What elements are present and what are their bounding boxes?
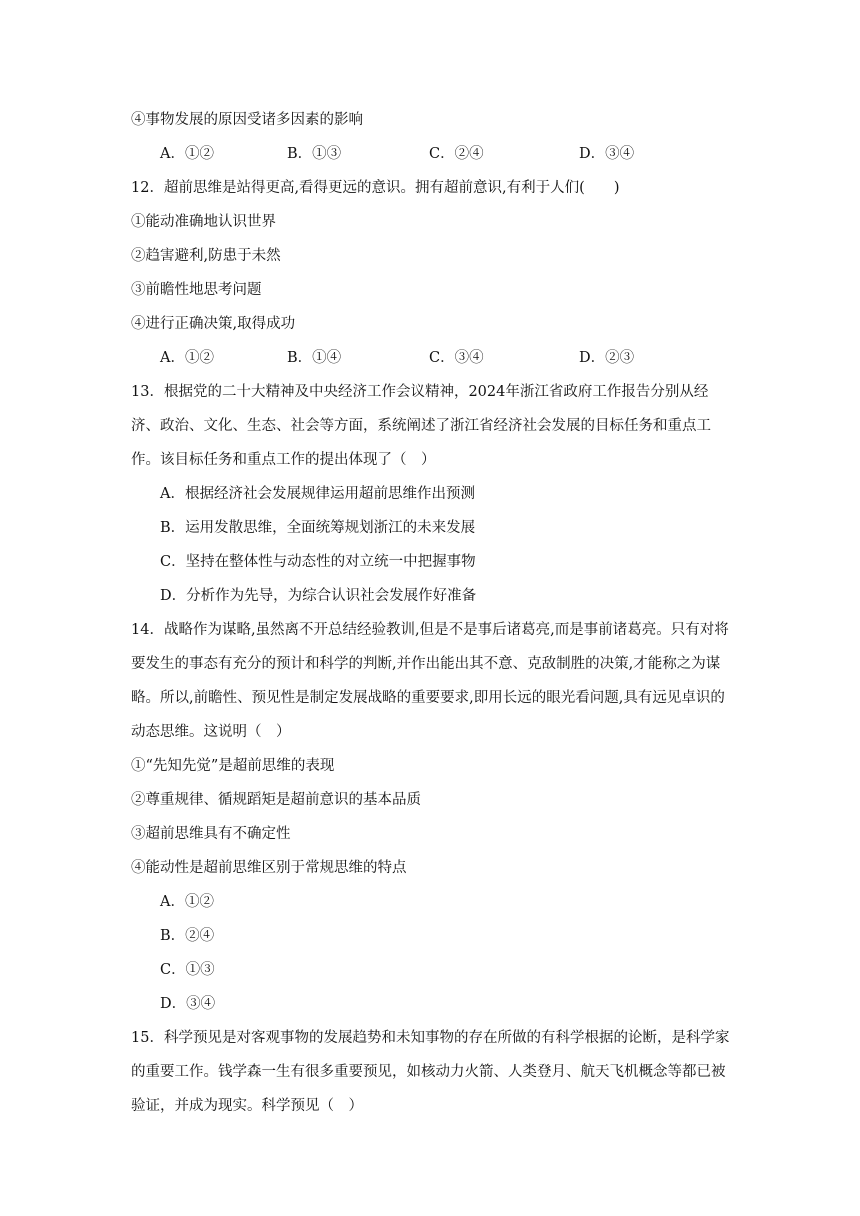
q12-options	[160, 348, 720, 368]
q14-item-2: ②尊重规律、循规蹈矩是超前意识的基本品质	[131, 792, 421, 808]
q12-option-a: A．①②	[160, 350, 214, 366]
q12-option-b: B．①④	[287, 350, 342, 366]
q12-option-d: D．②③	[579, 350, 635, 366]
q12-item-4: ④进行正确决策,取得成功	[131, 316, 296, 332]
q11-option-b: B．①③	[287, 146, 342, 162]
q11-option-d: D．③④	[579, 146, 635, 162]
q14-stem: 14．战略作为谋略,虽然离不开总结经验教训,但是不是事后诸葛亮,而是事前诸葛亮。只有对将要发生的事态有充分的预计和科学的判断,并作出能出其不意、克敌制胜的决策,才能称之为谋略。所以,前瞻性、预见性是制定发展战略的重要要求,即用长远的眼光看问题,具有远见卓识的动态思维。这说明（ ）	[131, 622, 729, 740]
q14-item-1: ①“先知先觉”是超前思维的表现	[131, 758, 335, 774]
q14-item-4: ④能动性是超前思维区别于常规思维的特点	[131, 860, 407, 876]
q11-options	[160, 144, 720, 164]
q13-option-a: A．根据经济社会发展规律运用超前思维作出预测	[160, 486, 475, 502]
q13-stem: 13．根据党的二十大精神及中央经济工作会议精神，2024年浙江省政府工作报告分别从经济、政治、文化、生态、社会等方面，系统阐述了浙江省经济社会发展的目标任务和重点工作。该目标任务和重点工作的提出体现了（ ）	[131, 384, 711, 468]
q14-option-d: D．③④	[160, 996, 216, 1012]
q13-option-d: D．分析作为先导，为综合认识社会发展作好准备	[160, 588, 477, 604]
q12-stem: 12．超前思维是站得更高,看得更远的意识。拥有超前意识,有利于人们( )	[131, 180, 620, 196]
q14-option-a: A．①②	[160, 894, 214, 910]
q15-stem: 15．科学预见是对客观事物的发展趋势和未知事物的存在所做的有科学根据的论断，是科学家的重要工作。钱学森一生有很多重要预见，如核动力火箭、人类登月、航天飞机概念等都已被验证，并成为现实。科学预见（ ）	[131, 1030, 730, 1114]
q12-item-3: ③前瞻性地思考问题	[131, 282, 262, 298]
q12-item-1: ①能动准确地认识世界	[131, 214, 276, 230]
q12-option-c: C．③④	[429, 350, 484, 366]
q11-option-a: A．①②	[160, 146, 214, 162]
q11-item-4: ④事物发展的原因受诸多因素的影响	[131, 112, 363, 128]
q12-item-2: ②趋害避利,防患于未然	[131, 248, 281, 264]
q14-item-3: ③超前思维具有不确定性	[131, 826, 291, 842]
q11-option-c: C．②④	[429, 146, 484, 162]
q13-option-b: B．运用发散思维，全面统筹规划浙江的未来发展	[160, 520, 476, 536]
q13-option-c: C．坚持在整体性与动态性的对立统一中把握事物	[160, 554, 476, 570]
q14-option-b: B．②④	[160, 928, 215, 944]
q14-option-c: C．①③	[160, 962, 215, 978]
